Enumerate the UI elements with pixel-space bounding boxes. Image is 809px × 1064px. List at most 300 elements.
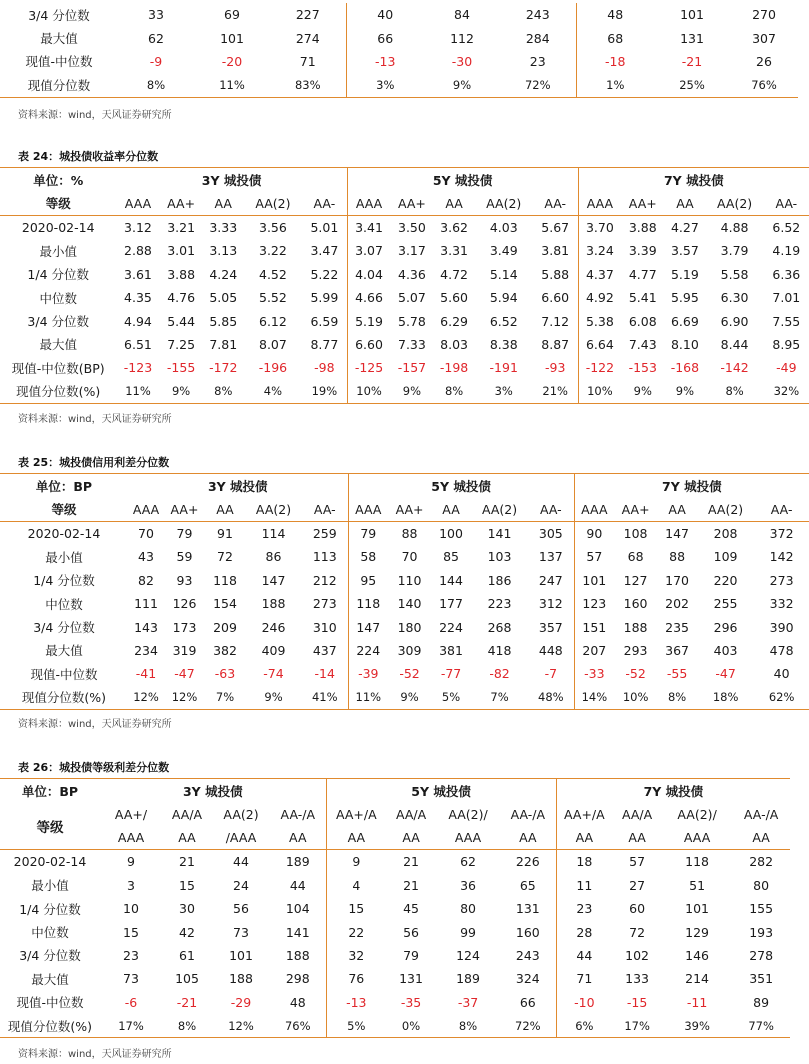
grade-header: AA [178, 829, 196, 845]
table-cell: 114 [245, 521, 302, 545]
table-cell: 372 [754, 521, 809, 545]
table-cell: 3.21 [160, 215, 203, 239]
table-cell: 4.94 [124, 313, 152, 329]
table-cell: 23 [529, 53, 546, 69]
table-cell: 147 [348, 615, 388, 638]
table-cell: 69 [224, 7, 240, 23]
table-cell: 24 [233, 877, 249, 893]
table-cell: 140 [397, 596, 422, 612]
row-label: 现值分位数(%) [0, 1014, 100, 1038]
grade-header: AA- [544, 195, 567, 211]
table-cell: 4.76 [167, 290, 196, 306]
table-cell: 131 [680, 30, 704, 46]
table-cell: 8% [162, 1014, 212, 1038]
grade-header: AA+ [167, 195, 196, 211]
table-cell: 3.79 [720, 243, 749, 259]
table-cell: 418 [487, 642, 512, 658]
table-cell: 247 [538, 572, 563, 588]
table-cell: 147 [261, 572, 286, 588]
grade-header: AA- [539, 501, 562, 517]
table-cell: -155 [166, 360, 196, 376]
grade-label: 等级 [36, 819, 64, 836]
table-cell: 403 [713, 642, 738, 658]
table-cell: 8.44 [720, 336, 749, 352]
table-cell: 76% [730, 73, 798, 97]
row-label: 最大值 [40, 31, 78, 47]
table-cell: 118 [213, 572, 237, 588]
table-row [0, 944, 790, 967]
table-cell: 84 [454, 7, 470, 23]
table-cell: 6.08 [628, 313, 657, 329]
table-cell: 40 [346, 3, 424, 26]
table-cell: 9 [100, 850, 162, 874]
grade-header: AA(2) [223, 806, 259, 822]
table-row [0, 263, 809, 286]
table-cell: 2.88 [124, 243, 152, 259]
table-cell: 143 [134, 619, 158, 635]
row-label: 中位数 [39, 290, 77, 306]
table-cell: 234 [134, 642, 158, 658]
table-cell: 60 [629, 901, 646, 917]
table-cell: 79 [348, 521, 388, 545]
table-cell: 188 [623, 619, 648, 635]
table-cell: 95 [348, 569, 388, 592]
grade-header: AA [628, 829, 646, 845]
table-cell: 278 [749, 947, 774, 963]
table-cell: 284 [525, 30, 550, 46]
row-label: 3/4 分位数 [33, 620, 95, 636]
source-note: 资料来源：wind，天风证券研究所 [18, 1049, 172, 1060]
table-cell: -82 [489, 666, 510, 682]
table-cell: -125 [347, 356, 390, 379]
table-cell: 12% [164, 686, 205, 710]
table-cell: -122 [578, 356, 621, 379]
table-cell: 214 [685, 971, 710, 987]
table-cell: 8% [434, 380, 475, 404]
grade-header: AA(2) [717, 195, 753, 211]
table-cell: 0% [386, 1014, 436, 1038]
grade-header: AA-/A [280, 806, 315, 822]
group-header-5y: 5Y 城投债 [326, 779, 556, 803]
table-cell: 6.51 [124, 336, 152, 352]
table-cell: 357 [538, 619, 563, 635]
table-cell: -157 [397, 360, 427, 376]
table-cell: 101 [685, 901, 710, 917]
table-cell: 110 [397, 572, 422, 588]
table-cell: 100 [431, 521, 471, 545]
table-row [0, 380, 809, 404]
table-cell: 71 [556, 967, 612, 990]
table-cell: 11 [556, 874, 612, 897]
table-cell: 4.24 [209, 266, 238, 282]
table-cell: 186 [487, 572, 512, 588]
table-cell: 193 [749, 924, 774, 940]
table-cell: 23 [556, 897, 612, 920]
table-cell: 298 [285, 971, 310, 987]
table-cell: 5.38 [578, 309, 621, 332]
table-cell: 101 [220, 30, 244, 46]
table-cell: -41 [135, 666, 157, 682]
table-cell: 5.78 [398, 313, 426, 329]
table-cell: -37 [457, 994, 479, 1010]
table-cell: 351 [749, 971, 774, 987]
table-cell: 6.60 [347, 333, 390, 356]
grade-header: AA+ [621, 501, 650, 517]
grade-header: AAA [124, 195, 152, 211]
table-cell: 22 [326, 920, 386, 943]
grade-header: AA- [313, 195, 336, 211]
table-cell: 4.03 [475, 215, 533, 239]
table-cell: 68 [576, 26, 654, 49]
table-cell: 62 [148, 30, 164, 46]
table-cell: 108 [614, 521, 657, 545]
table-cell: 147 [657, 521, 697, 545]
table-cell: 381 [439, 642, 463, 658]
table-cell: 4.72 [440, 266, 468, 282]
grade-header: AA [752, 829, 770, 845]
table-cell: 4.36 [398, 266, 426, 282]
table-cell: 1% [576, 73, 654, 97]
table-cell: 259 [302, 521, 348, 545]
grade-header: AA+ [628, 195, 657, 211]
table-cell: -49 [776, 360, 797, 376]
table-cell: 9% [664, 380, 705, 404]
source-note: 资料来源：wind，天风证券研究所 [18, 719, 172, 730]
table-cell: 40 [773, 666, 790, 682]
table-cell: 103 [487, 549, 512, 565]
table-cell: 6.59 [310, 313, 339, 329]
table-cell: 101 [680, 7, 704, 23]
table-row [0, 850, 790, 874]
table-cell: -123 [123, 360, 153, 376]
table-cell: 59 [176, 549, 193, 565]
table-cell: 3.81 [541, 243, 570, 259]
table-row [0, 662, 809, 685]
grade-header: AA [668, 501, 686, 517]
grade-header: AAA [454, 829, 482, 845]
table-cell: -74 [263, 666, 284, 682]
row-label: 现值分位数 [0, 73, 118, 97]
table-cell: 79 [164, 521, 205, 545]
grade-header: AA [676, 195, 694, 211]
table-cell: 4 [326, 874, 386, 897]
table-cell: 8.38 [489, 336, 518, 352]
unit-label: 单位：% [0, 168, 116, 192]
table-cell: 4.37 [578, 263, 621, 286]
table-cell: -191 [489, 360, 518, 376]
row-label: 现值-中位数 [25, 54, 93, 70]
table-cell: 4.66 [347, 286, 390, 309]
table-cell: -172 [209, 360, 238, 376]
grade-header: AA+/A [326, 802, 386, 825]
row-label: 2020-02-14 [0, 521, 128, 545]
table-cell: 26 [756, 53, 772, 69]
table-cell: 21 [162, 850, 212, 874]
table-row [0, 26, 798, 49]
table-cell: 382 [213, 642, 237, 658]
table-cell: 305 [528, 521, 574, 545]
table-row [0, 897, 790, 920]
table-cell: 6.12 [259, 313, 287, 329]
grade-header: AAA [683, 829, 711, 845]
table-cell: 14% [574, 686, 614, 710]
table-cell: 8.03 [440, 336, 468, 352]
table-cell: 129 [685, 924, 710, 940]
table-cell: 227 [295, 7, 320, 23]
table-cell: 293 [623, 642, 648, 658]
table-cell: 86 [265, 549, 282, 565]
row-label: 3/4 分位数 [19, 948, 81, 964]
table-cell: 7% [205, 686, 245, 710]
table-cell: 112 [450, 30, 474, 46]
grade-header: AA+ [397, 195, 426, 211]
grade-header: AA/A [395, 806, 427, 822]
table-cell: 224 [439, 619, 463, 635]
row-label: 1/4 分位数 [27, 267, 89, 283]
table-row [0, 592, 809, 615]
grade-header: AAA [347, 191, 390, 215]
table-row [0, 639, 809, 662]
table-cell: 437 [312, 642, 337, 658]
table-cell: 3.17 [398, 243, 426, 259]
table-cell: 154 [213, 596, 237, 612]
table-cell: 131 [515, 901, 540, 917]
table-cell: 8.77 [310, 336, 339, 352]
table-cell: 8% [203, 380, 244, 404]
table-cell: 23 [123, 947, 139, 963]
table-cell: 11% [348, 686, 388, 710]
table-cell: 6% [556, 1014, 612, 1038]
group-header-3y: 3Y 城投债 [128, 474, 348, 498]
table-cell: 7.81 [209, 336, 238, 352]
table-cell: 160 [515, 924, 540, 940]
table-cell: 6.52 [489, 313, 518, 329]
table-cell: 89 [753, 994, 770, 1010]
table-cell: 12% [212, 1014, 270, 1038]
table-cell: 3.47 [310, 243, 339, 259]
table-cell: 4.77 [628, 266, 657, 282]
table-cell: 141 [471, 521, 528, 545]
grade-header: AA [326, 826, 386, 850]
table-cell: -168 [670, 360, 700, 376]
grade-header: AA-/A [510, 806, 546, 822]
table-cell: 43 [138, 549, 154, 565]
table-cell: 3.88 [621, 215, 664, 239]
table-cell: 4.35 [124, 290, 152, 306]
row-label: 中位数 [31, 925, 69, 941]
table-cell: 15 [179, 877, 195, 893]
table-cell: 268 [487, 619, 512, 635]
table-cell: -30 [451, 53, 473, 69]
table-cell: 4.92 [578, 286, 621, 309]
table-cell: 7.55 [772, 313, 801, 329]
table-cell: 133 [625, 971, 650, 987]
table-cell: 41% [302, 686, 348, 710]
table-cell: 32% [764, 380, 809, 404]
table-cell: 79 [403, 947, 419, 963]
table-cell: 6.52 [764, 215, 809, 239]
table-cell: 17% [612, 1014, 662, 1038]
table-cell: 309 [397, 642, 422, 658]
table-cell: 76% [270, 1014, 326, 1038]
table-cell: 30 [179, 901, 195, 917]
table-cell: 25% [654, 73, 730, 97]
table-cell: 39% [662, 1014, 732, 1038]
table-cell: 11% [116, 380, 159, 404]
table-cell: 177 [439, 596, 463, 612]
table-cell: 189 [270, 850, 326, 874]
table-cell: 56 [403, 924, 419, 940]
table-cell: 282 [732, 850, 790, 874]
table-row [0, 239, 809, 262]
row-label: 3/4 分位数 [27, 314, 89, 330]
grade-header: AA+/A [556, 802, 612, 825]
table-cell: 5.99 [310, 290, 339, 306]
table-cell: 8% [705, 380, 763, 404]
table-cell: 8.07 [259, 336, 287, 352]
grade-header: AA(2) [481, 501, 518, 517]
table-cell: 42 [179, 924, 195, 940]
table-cell: 118 [662, 850, 732, 874]
table-cell: -20 [221, 53, 243, 69]
table-cell: 18 [556, 850, 612, 874]
grade-label: 等级 [45, 196, 71, 212]
table-cell: 44 [556, 944, 612, 967]
table-cell: 4.04 [347, 263, 390, 286]
table-cell: 126 [172, 596, 197, 612]
row-label: 中位数 [45, 596, 83, 612]
grade-header: AA(2) [708, 501, 744, 517]
table-cell: -35 [400, 994, 422, 1010]
table-cell: 3 [127, 877, 135, 893]
table-cell: 255 [713, 596, 738, 612]
table-cell: 131 [399, 971, 423, 987]
row-label: 现值-中位数 [30, 666, 98, 682]
table-cell: 32 [326, 944, 386, 967]
table-cell: 48% [528, 686, 574, 710]
table-cell: 226 [500, 850, 556, 874]
table-cell: 3.62 [434, 215, 475, 239]
table-cell: 15 [326, 897, 386, 920]
table-cell: -93 [544, 360, 566, 376]
table-cell: 9% [160, 380, 203, 404]
table-cell: -47 [174, 666, 195, 682]
table-26-rating-spread-percentiles [0, 778, 790, 1038]
table-cell: 65 [519, 877, 536, 893]
table-cell: 3.13 [209, 243, 238, 259]
table-row [0, 521, 809, 545]
grade-header: AAA [578, 191, 621, 215]
table-caption: 表 24：城投债收益率分位数 [18, 150, 159, 163]
group-header-3y: 3Y 城投债 [100, 779, 326, 803]
table-cell: 7.12 [541, 313, 570, 329]
table-cell: 9% [621, 380, 664, 404]
table-cell: 21% [533, 380, 578, 404]
table-cell: 111 [134, 596, 158, 612]
grade-header: AAA [574, 497, 614, 521]
table-cell: 4.19 [772, 243, 801, 259]
table-cell: 296 [713, 619, 738, 635]
grade-header: AA+ [395, 501, 424, 517]
table-cell: 274 [295, 30, 320, 46]
table-cell: -15 [626, 994, 648, 1010]
table-cell: 6.29 [440, 313, 468, 329]
grade-header: AA+ [170, 501, 199, 517]
table-cell: 72% [500, 73, 576, 97]
grade-header: AA [402, 829, 420, 845]
row-label: 现值分位数(%) [0, 686, 128, 710]
table-cell: 6.30 [720, 290, 749, 306]
table-row [0, 309, 809, 332]
table-cell: 220 [713, 572, 738, 588]
table-cell: 170 [665, 572, 690, 588]
table-cell: 5.14 [489, 266, 518, 282]
table-cell: 5.01 [302, 215, 347, 239]
table-cell: 4.27 [664, 215, 705, 239]
table-row [0, 874, 790, 897]
source-note: 资料来源：wind，天风证券研究所 [18, 414, 172, 425]
table-cell: -29 [230, 994, 252, 1010]
grade-header: /AAA [225, 829, 257, 845]
table-cell: 141 [285, 924, 310, 940]
table-cell: 27 [629, 877, 646, 893]
table-cell: 3.57 [670, 243, 699, 259]
table-cell: 367 [665, 642, 690, 658]
table-cell: 312 [538, 596, 563, 612]
table-cell: 319 [172, 642, 197, 658]
table-cell: -18 [576, 50, 654, 73]
table-cell: -13 [346, 50, 424, 73]
table-cell: 18% [697, 686, 754, 710]
grade-header: AA(2)/ [448, 806, 488, 822]
table-cell: 8.95 [772, 336, 801, 352]
table-cell: 188 [285, 947, 310, 963]
table-row [0, 356, 809, 379]
table-row [0, 1014, 790, 1038]
table-cell: 3.61 [124, 266, 152, 282]
table-cell: 4.52 [259, 266, 287, 282]
table-cell: 124 [456, 947, 480, 963]
table-row [0, 569, 809, 592]
table-cell: 85 [443, 549, 459, 565]
grade-header: AA+/ [114, 806, 148, 822]
table-cell: 3.39 [628, 243, 657, 259]
grade-header: AA-/A [743, 806, 779, 822]
row-label: 1/4 分位数 [19, 901, 81, 917]
table-cell: 73 [123, 971, 139, 987]
group-header-5y: 5Y 城投债 [347, 168, 578, 192]
grade-label: 等级 [51, 502, 77, 518]
table-cell: 6.60 [541, 290, 570, 306]
table-cell: 478 [769, 642, 794, 658]
table-cell: 307 [752, 30, 776, 46]
table-cell: 70 [401, 549, 418, 565]
table-cell: 188 [229, 971, 253, 987]
table-cell: 5% [431, 686, 471, 710]
table-cell: -142 [720, 360, 749, 376]
table-cell: 155 [749, 901, 774, 917]
table-cell: 202 [665, 596, 690, 612]
grade-header: AA [519, 829, 537, 845]
table-cell: -11 [686, 994, 708, 1010]
table-cell: 3.12 [116, 215, 159, 239]
table-cell: 48 [289, 994, 306, 1010]
row-label: 最大值 [39, 337, 77, 353]
table-cell: 9% [424, 73, 500, 97]
table-cell: 160 [623, 596, 648, 612]
table-cell: 5.41 [628, 290, 657, 306]
table-cell: 3.01 [167, 243, 196, 259]
